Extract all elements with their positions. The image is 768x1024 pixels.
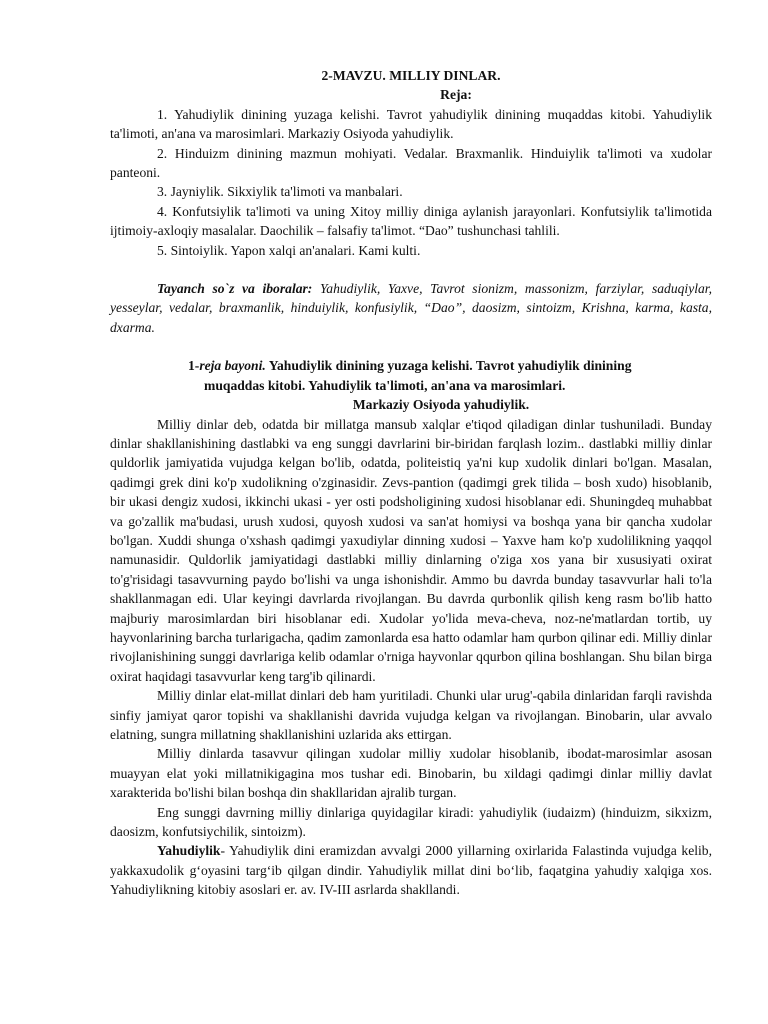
section-label: reja bayoni. bbox=[199, 358, 266, 374]
body-paragraph-5 bbox=[110, 841, 712, 899]
section-number: 1- bbox=[188, 358, 200, 374]
section-heading-line-1: Yahudiylik dinining yuzaga kelishi. Tavrot yahudiylik dinining bbox=[268, 358, 632, 374]
plan-item-5: 5. Sintoiylik. Yapon xalqi an'analari. Kami kulti. bbox=[157, 242, 421, 258]
body-paragraph-4: Eng sunggi davrning milliy dinlariga quyidagilar kiradi: yahudiylik (iudaizm) (hinduizm, sikxizm, daosizm, konfutsiychilik, sintoizm). bbox=[110, 804, 712, 840]
section-heading-line-3: Markaziy Osiyoda yahudiylik. bbox=[352, 397, 530, 413]
body-paragraph-1: Milliy dinlar deb, odatda bir millatga mansub xalqlar e'tiqod qiladigan dinlar tushuniladi. Bunday dinlar shakllanishining dastlabki va eng sunggi davrlarini bir-biridan farqlash lozim.. dastlabki milliy dinlar quldorlik jamiyatida vujudga kelgan bo'lib, odatda, politeistiq ya'ni kup xudolik dinlari bo'lgan. Masalan, qadimgi grek dini ko'p xudolikning o'zginasidir. Zevs-pantion (qadimgi grek tilida – bosh xudo) hisoblanib, bir ukasi dengiz xudosi, ikkinchi ukasi - yer osti podsholigining xudosi hisoblanar edi. Shuningdeq muhabbat va go'zallik ma'budasi, urush xudosi, quyosh xudosi va san'at homiysi va boshqa yana bir qancha xudolar bo'lgan. Xuddi shunga o'xshash qadimgi yaxudiylar dinning xudosi – Yaxve ham ko'p xudolilikning yaqqol namunasidir. Quldorlik jamiyatidagi dastlabki milliy dinlarning o'ziga xos yana bir xususiyati oxirat to'g'risidagi tasavvurning paydo bo'lishi va unga ishonishdir. Ammo bu davrda bunday tasavvurlar hali to'la shakllanmagan edi. Ular keyingi davrlarda rivojlangan. Bu davrda qurbonlik qilish keng rasm bo'lib hatto majburiy marosimlardan biri hisoblanar edi. Xudolar yo'lida meva-cheva, noz-ne'matlardan tortib, uy hayvonlarining barcha turlarigacha, qadim zamonlarda esa hatto odamlar ham qurbon qilinar edi. Milliy dinlar rivojlanishining sunggi davrlariga kelib odamlar o'rniga hayvonlar qqurbon qilina boshlangan. Shu bilan birga oxirat haqidagi tasavvurlar keng targ'ib qilinardi. bbox=[110, 416, 712, 684]
spacer bbox=[110, 337, 712, 356]
plan-item-1: 1. Yahudiylik dinining yuzaga kelishi. Tavrot yahudiylik dinining muqaddas kitobi. Yahudiylik ta'limoti, an'ana va marosimlari. Markaziy Osiyoda yahudiylik. bbox=[110, 106, 712, 142]
section-heading-line-2: muqaddas kitobi. Yahudiylik ta'limoti, an'ana va marosimlari. bbox=[204, 377, 566, 393]
body-paragraph-2: Milliy dinlar elat-millat dinlari deb ham yuritiladi. Chunki ular urug'-qabila dinlaridan farqli ravishda sinfiy jamiyat qaror topishi va shakllanishi davrida vujudga kelgan va rivojlangan. Binobarin, ular avvalo elatning, sungra millatning shakllanishini uzlarida aks ettirgan. bbox=[110, 688, 712, 742]
body-paragraph-5-text: - Yahudiylik dini eramizdan avvalgi 2000 yillarning oxirlarida Falastinda vujudga kelib, yakkaxudolik g‘oyasini targ‘ib qilgan dindir. Yahudiylik millat dini bo‘lib, faqatgina yahudiy xalqiga xos. Yahudiylikning kitobiy asoslari er. av. IV-III asrlarda shakllandi. bbox=[110, 843, 712, 898]
plan-item-2: 2. Hinduizm dinining mazmun mohiyati. Vedalar. Braxmanlik. Hinduiylik ta'limoti va xudolar panteoni. bbox=[110, 145, 712, 181]
plan-label: Reja: bbox=[440, 87, 472, 103]
page-title: 2-MAVZU. MILLIY DINLAR. bbox=[321, 68, 501, 83]
plan-item-3: 3. Jayniylik. Sikxiylik ta'limoti va manbalari. bbox=[157, 184, 403, 200]
plan-item-4: 4. Konfutsiylik ta'limoti va uning Xitoy milliy diniga aylanish jarayonlari. Konfutsiylik ta'limotida ijtimoiy-axloqiy masalalar. Daochilik – falsafiy ta'limot. “Dao” tushunchasi tahlili. bbox=[110, 203, 712, 239]
keywords-paragraph bbox=[110, 279, 712, 337]
spacer bbox=[110, 260, 712, 279]
section-heading bbox=[110, 356, 712, 414]
document-page bbox=[110, 66, 712, 900]
body-paragraph-3: Milliy dinlarda tasavvur qilingan xudolar milliy xudolar hisoblanib, ibodat-marosimlar asosan muayyan elat yoki millatnikigagina mos tushar edi. Binobarin, bu xildagi qadimgi dinlar milliy davlat xarakterida bo'lishi bilan boshqa din shakllaridan ajralib turgan. bbox=[110, 746, 712, 801]
term-yahudiylik: Yahudiylik bbox=[157, 843, 221, 859]
keywords-label: Tayanch so`z va iboralar: bbox=[157, 281, 313, 297]
keywords-text: Yahudiylik, Yaxve, Tavrot sionizm, massonizm, farziylar, saduqiylar, yesseylar, vedalar, braxmanlik, hinduiylik, konfusiylik, “Dao”, daosizm, sintoizm, Krishna, karma, kasta, dxarma. bbox=[110, 281, 712, 335]
